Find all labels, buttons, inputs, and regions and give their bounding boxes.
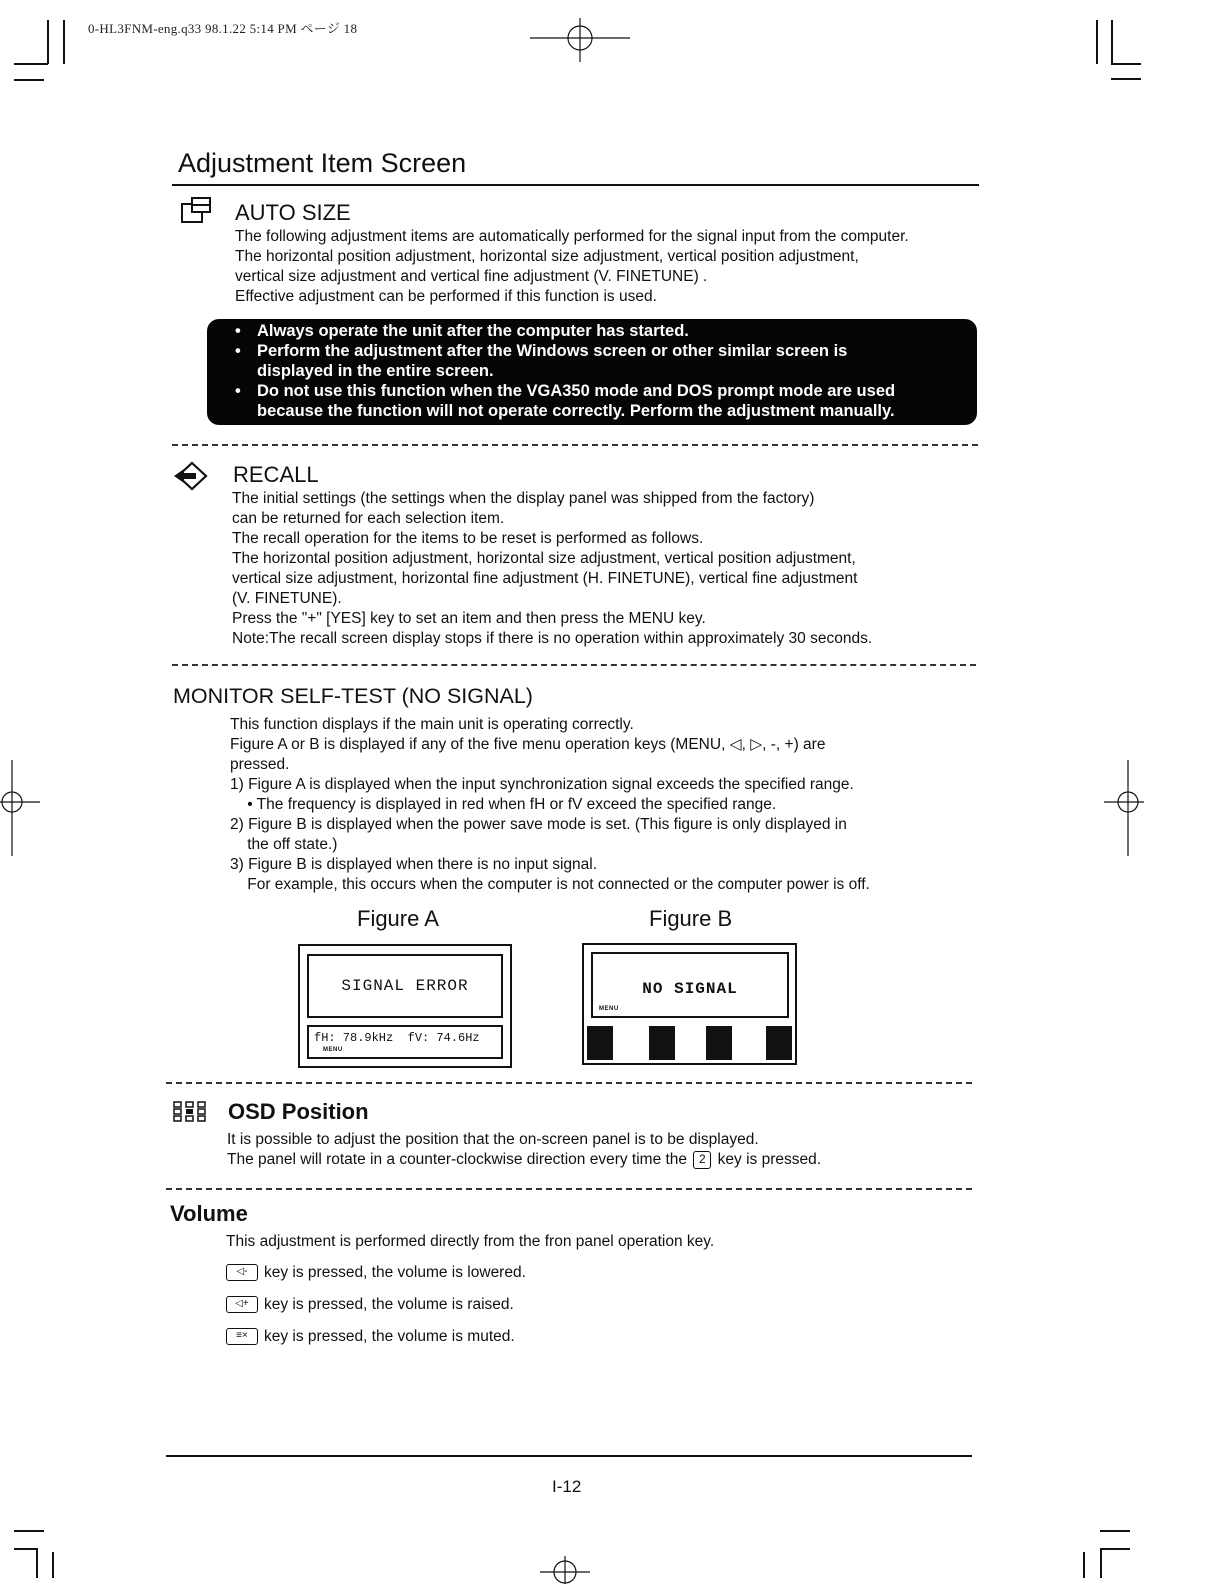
text-line: For example, this occurs when the computer is not connected or the computer power is off. (230, 876, 870, 893)
text-line: Effective adjustment can be performed if this function is used. (235, 288, 657, 305)
text-line: can be returned for each selection item. (232, 510, 505, 527)
volume-item-text: key is pressed, the volume is muted. (264, 1328, 515, 1345)
color-bars (587, 1024, 792, 1060)
figure-a (298, 944, 512, 1068)
registration-mark-left (0, 760, 40, 856)
crop-mark (14, 1548, 36, 1550)
crop-mark (63, 20, 65, 64)
osd-position-title: OSD Position (228, 1099, 369, 1124)
warning-item: • Do not use this function when the VGA350 mode and DOS prompt mode are used (233, 381, 967, 401)
footer-rule (166, 1455, 972, 1457)
section-divider (172, 664, 976, 666)
auto-size-description (235, 227, 909, 307)
volume-intro: This adjustment is performed directly from the fron panel operation key. (226, 1233, 715, 1250)
no-signal-text: NO SIGNAL (642, 980, 738, 998)
self-test-description (230, 715, 870, 895)
bar-block (706, 1026, 732, 1060)
text-line: This function displays if the main unit is operating correctly. (230, 716, 634, 733)
signal-error-panel (307, 954, 503, 1018)
text-fragment: The panel will rotate in a counter-clockwise direction every time the (227, 1151, 688, 1168)
crop-mark (47, 20, 49, 64)
auto-size-icon (180, 196, 214, 226)
self-test-title: MONITOR SELF-TEST (NO SIGNAL) (173, 684, 533, 708)
print-slug: 0-HL3FNM-eng.q33 98.1.22 5:14 PM ページ 18 (88, 21, 358, 36)
frequency-text: fH: 78.9kHz fV: 74.6Hz (314, 1031, 480, 1045)
volume-item (226, 1295, 514, 1315)
bar-block (766, 1026, 792, 1060)
crop-mark (1096, 20, 1098, 64)
figure-b-label: Figure B (649, 906, 733, 931)
text-line: pressed. (230, 756, 290, 773)
crop-mark (36, 1548, 38, 1578)
registration-mark-bottom (540, 1556, 590, 1584)
text-line: The recall operation for the items to be reset is performed as follows. (232, 530, 704, 547)
crop-mark (14, 79, 44, 81)
page-title: Adjustment Item Screen (178, 148, 467, 178)
menu-text: MENU (323, 1047, 343, 1053)
crop-mark (1100, 1530, 1130, 1532)
text-fragment: key is pressed. (717, 1151, 822, 1168)
volume-item (226, 1327, 515, 1347)
registration-mark-top (530, 18, 630, 62)
crop-mark (14, 1530, 44, 1532)
text-line: vertical size adjustment and vertical fine adjustment (V. FINETUNE) . (235, 268, 708, 285)
section-divider (166, 1188, 972, 1190)
section-divider (172, 444, 978, 446)
recall-arrow-icon (172, 461, 212, 491)
warning-item-cont: displayed in the entire screen. (257, 362, 494, 380)
crop-mark (1111, 78, 1141, 80)
volume-title: Volume (170, 1201, 248, 1226)
volume-item-text: key is pressed, the volume is raised. (264, 1296, 514, 1313)
warning-item: • Perform the adjustment after the Windows screen or other similar screen is (233, 341, 967, 361)
signal-error-text: SIGNAL ERROR (341, 977, 469, 995)
key-2-icon: 2 (693, 1151, 711, 1169)
text-line: Note:The recall screen display stops if there is no operation within approximately 30 seconds. (232, 630, 873, 647)
crop-mark (1083, 1552, 1085, 1578)
text-line: The initial settings (the settings when the display panel was shipped from the factory) (232, 490, 815, 507)
text-line: The horizontal position adjustment, horizontal size adjustment, vertical position adjustment, (232, 550, 856, 567)
volume-item (226, 1263, 526, 1283)
crop-mark (1111, 20, 1113, 64)
recall-title: RECALL (233, 462, 319, 487)
text-line: 1) Figure A is displayed when the input synchronization signal exceeds the specified range. (230, 776, 854, 793)
title-rule (172, 184, 979, 186)
bar-block (587, 1026, 613, 1060)
figure-b (582, 943, 797, 1065)
text-line (227, 1150, 821, 1170)
menu-text: MENU (599, 1006, 619, 1012)
volume-up-key-icon: ◁+ (226, 1296, 258, 1313)
auto-size-title: AUTO SIZE (235, 200, 351, 225)
text-line: Press the "+" [YES] key to set an item and then press the MENU key. (232, 610, 706, 627)
text-line: 2) Figure B is displayed when the power save mode is set. (This figure is only displayed in (230, 816, 847, 833)
text-line: the off state.) (230, 836, 338, 853)
text-line: vertical size adjustment, horizontal fine adjustment (H. FINETUNE), vertical fine adjustment (232, 570, 858, 587)
section-divider (166, 1082, 972, 1084)
recall-description (232, 489, 872, 649)
crop-mark (14, 63, 48, 65)
frequency-panel (307, 1025, 503, 1059)
text-line: • The frequency is displayed in red when fH or fV exceed the specified range. (230, 796, 777, 813)
no-signal-panel (591, 952, 789, 1018)
page-number: I-12 (552, 1477, 582, 1496)
warning-box (207, 319, 977, 425)
crop-mark (1100, 1548, 1130, 1550)
volume-item-text: key is pressed, the volume is lowered. (264, 1264, 526, 1281)
osd-position-icon (172, 1100, 208, 1124)
text-line: 3) Figure B is displayed when there is no input signal. (230, 856, 598, 873)
registration-mark-right (1104, 760, 1144, 856)
bar-block (649, 1026, 675, 1060)
text-line: (V. FINETUNE). (232, 590, 342, 607)
text-line: The horizontal position adjustment, horizontal size adjustment, vertical position adjustment, (235, 248, 859, 265)
mute-key-icon: ≡× (226, 1328, 258, 1345)
volume-down-key-icon: ◁- (226, 1264, 258, 1281)
text-line: Figure A or B is displayed if any of the five menu operation keys (MENU, ◁, ▷, -, +) are (230, 736, 826, 753)
crop-mark (1111, 63, 1141, 65)
osd-position-description (227, 1130, 821, 1170)
crop-mark (52, 1552, 54, 1578)
text-line: The following adjustment items are automatically performed for the signal input from the computer. (235, 228, 909, 245)
text-line: It is possible to adjust the position that the on-screen panel is to be displayed. (227, 1131, 759, 1148)
crop-mark (1100, 1548, 1102, 1578)
figure-a-label: Figure A (357, 906, 439, 931)
warning-item-cont: because the function will not operate correctly. Perform the adjustment manually. (257, 402, 895, 420)
warning-item: • Always operate the unit after the computer has started. (233, 321, 967, 341)
